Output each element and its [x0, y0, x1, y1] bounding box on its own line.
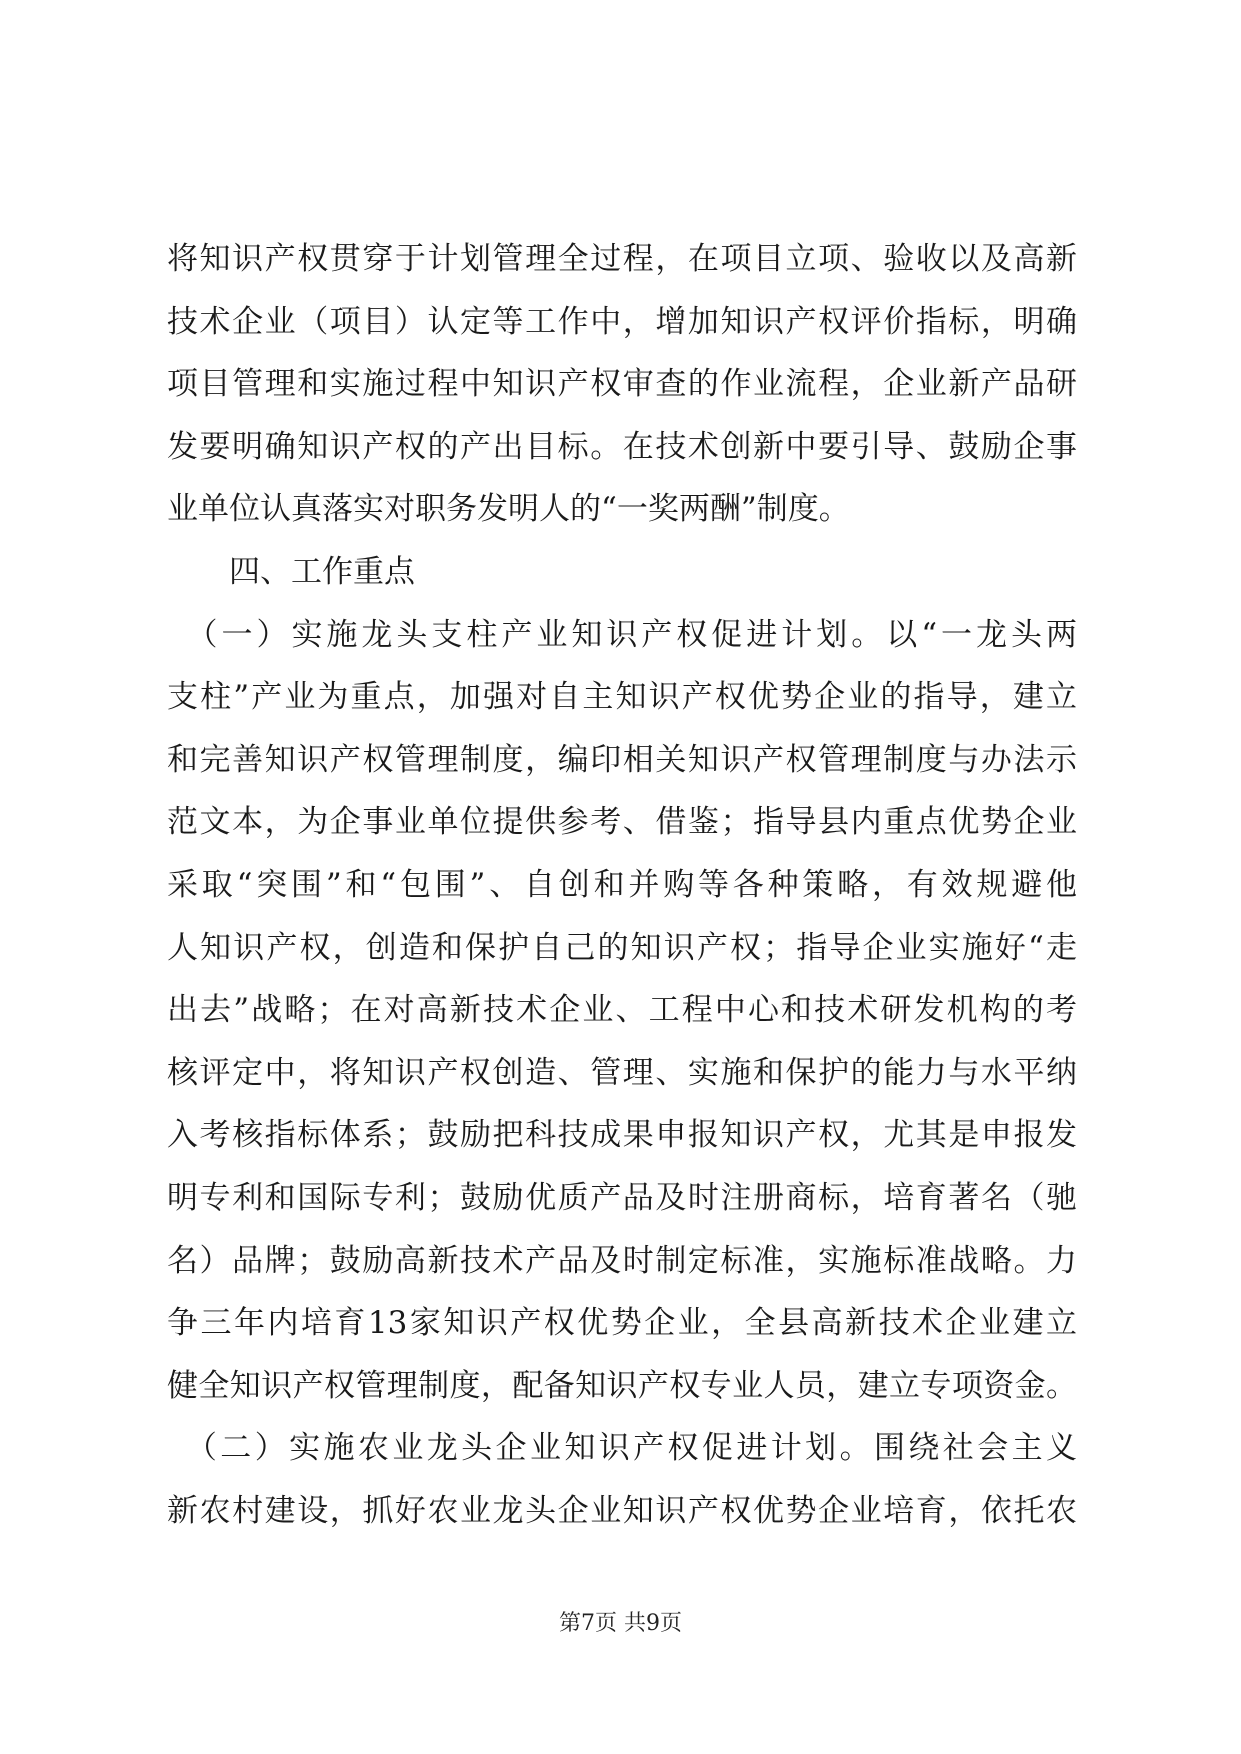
text-line: 明专利和国际专利；鼓励优质产品及时注册商标，培育著名（驰	[167, 1179, 1077, 1216]
text-line: 技术企业（项目）认定等工作中，增加知识产权评价指标，明确	[167, 303, 1077, 340]
text-line: 新农村建设，抓好农业龙头企业知识产权优势企业培育，依托农	[167, 1492, 1077, 1529]
text-line: 业单位认真落实对职务发明人的“一奖两酬”制度。	[167, 491, 850, 528]
text-line: （二）实施农业龙头企业知识产权促进计划。围绕社会主义	[167, 1430, 1077, 1467]
text-line: 核评定中，将知识产权创造、管理、实施和保护的能力与水平纳	[167, 1054, 1077, 1091]
section-heading: 四、工作重点	[167, 553, 415, 590]
text-line: （一）实施龙头支柱产业知识产权促进计划。以“一龙头两	[167, 616, 1077, 653]
text-line: 范文本，为企事业单位提供参考、借鉴；指导县内重点优势企业	[167, 804, 1077, 841]
text-line: 名）品牌；鼓励高新技术产品及时制定标准，实施标准战略。力	[167, 1242, 1077, 1279]
text-line: 健全知识产权管理制度，配备知识产权专业人员，建立专项资金。	[167, 1367, 1077, 1404]
text-line: 出去”战略；在对高新技术企业、工程中心和技术研发机构的考	[167, 992, 1077, 1029]
text-line: 和完善知识产权管理制度，编印相关知识产权管理制度与办法示	[167, 741, 1077, 778]
text-line: 采取“突围”和“包围”、自创和并购等各种策略，有效规避他	[167, 866, 1077, 903]
text-line: 争三年内培育13家知识产权优势企业，全县高新技术企业建立	[167, 1305, 1077, 1342]
text-line: 将知识产权贯穿于计划管理全过程，在项目立项、验收以及高新	[167, 241, 1077, 277]
text-line: 人知识产权，创造和保护自己的知识产权；指导企业实施好“走	[167, 929, 1077, 966]
body-text	[167, 228, 1077, 1542]
text-line: 项目管理和实施过程中知识产权审查的作业流程，企业新产品研	[167, 366, 1077, 403]
text-line: 入考核指标体系；鼓励把科技成果申报知识产权，尤其是申报发	[167, 1117, 1077, 1154]
page-number-footer: 第7页 共9页	[559, 1611, 682, 1636]
text-line: 发要明确知识产权的产出目标。在技术创新中要引导、鼓励企事	[167, 428, 1077, 465]
text-line: 支柱”产业为重点，加强对自主知识产权优势企业的指导，建立	[167, 679, 1077, 716]
